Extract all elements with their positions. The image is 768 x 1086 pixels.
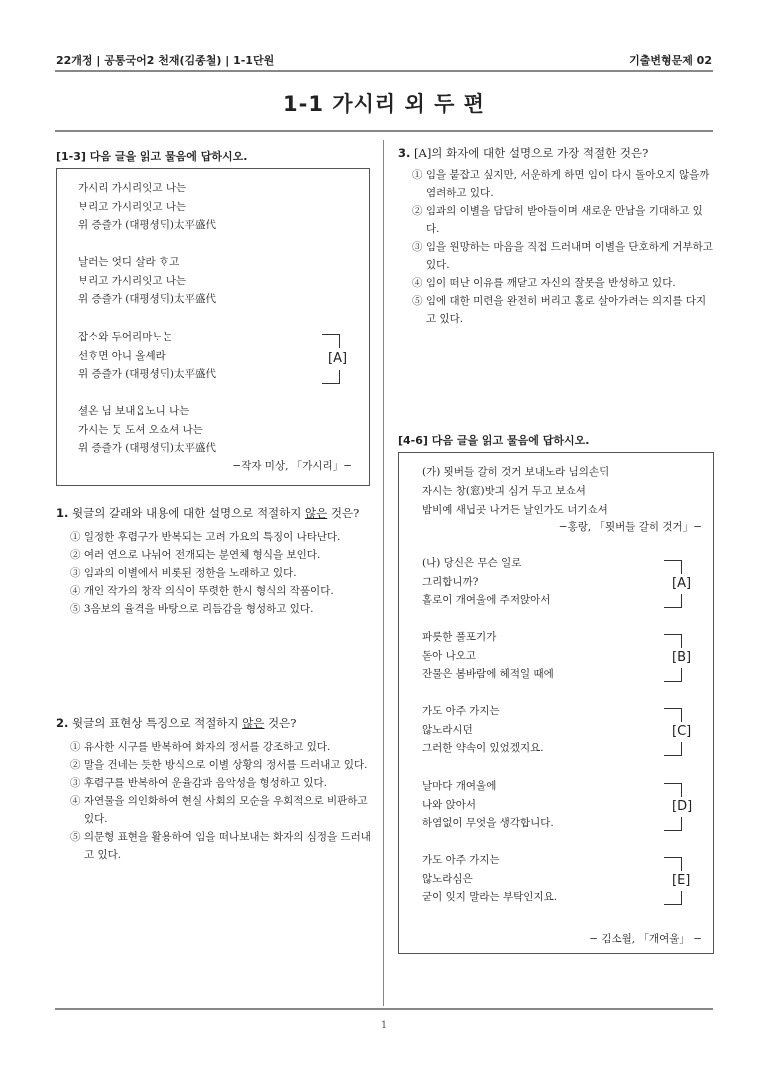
emphasis-word: 않은 bbox=[242, 716, 265, 730]
bracket-bottom bbox=[664, 742, 682, 756]
title-rule bbox=[55, 130, 713, 132]
poem-line: 밤비예 새닙곳 나거든 날인가도 너기쇼셔 bbox=[422, 504, 608, 516]
poem-box-1 bbox=[56, 168, 370, 486]
header-left: 22개정 | 공통국어2 천재(김종철) | 1-1단원 bbox=[56, 54, 275, 67]
poem-line: (나) 당신은 무슨 일로 bbox=[422, 557, 522, 569]
bracket-bottom bbox=[664, 594, 682, 608]
answer-option: ④ 자연물을 의인화하여 현실 사회의 모순을 우회적으로 비판하고 있다. bbox=[70, 795, 368, 825]
page-number: 1 bbox=[380, 1020, 388, 1031]
poem-line: 잡ᄉᆞ와 두어리마ᄂᆞᄂᆞᆫ bbox=[78, 331, 173, 343]
header-right: 기출변형문제 02 bbox=[629, 54, 712, 67]
answer-option: ⑤ 3음보의 율격을 바탕으로 리듬감을 형성하고 있다. bbox=[70, 603, 314, 615]
poem-line: 나와 앉아서 bbox=[422, 798, 477, 811]
bracket-bottom bbox=[664, 891, 682, 905]
question-2 bbox=[56, 714, 374, 864]
answer-option: ③ 임을 원망하는 마음을 직접 드러내며 이별을 단호하게 거부하고 있다. bbox=[412, 241, 713, 271]
question-1-options bbox=[56, 528, 374, 618]
answer-option: ② 여러 연으로 나뉘어 전개되는 분연체 형식을 보인다. bbox=[70, 549, 321, 561]
poem-line: 위 증즐가 (대평셩ᄃᆡ)太平盛代 bbox=[78, 442, 217, 454]
bracket-top bbox=[664, 634, 682, 648]
column-divider bbox=[383, 140, 384, 1006]
poem-line: 위 증즐가 (대평셩ᄃᆡ)太平盛代 bbox=[78, 368, 217, 380]
poem-line: 홀로이 개여울에 주저앉아서 bbox=[422, 594, 551, 606]
footer-rule bbox=[55, 1008, 713, 1010]
bracket-top bbox=[664, 857, 682, 871]
header-rule bbox=[55, 70, 713, 72]
bracket-top bbox=[664, 783, 682, 797]
question-3-options bbox=[398, 166, 716, 328]
poem-line: 않노라시던 bbox=[422, 723, 473, 736]
question-2-number: 2. bbox=[56, 716, 69, 730]
question-3-number: 3. bbox=[398, 146, 411, 160]
section-heading-2: [4-6] 다음 글을 읽고 물음에 답하시오. bbox=[398, 434, 590, 447]
poem-line: 셜온 님 보내ᄋᆞᆸ노니 나는 bbox=[78, 405, 190, 417]
question-1-number: 1. bbox=[56, 506, 69, 520]
bracket-top bbox=[664, 708, 682, 722]
poem-line: 가도 아주 가지는 bbox=[422, 854, 500, 866]
answer-option: ③ 임과의 이별에서 비롯된 정한을 노래하고 있다. bbox=[70, 567, 297, 579]
question-1-stem: 윗글의 갈래와 내용에 대한 설명으로 적절하지 않은 것은? bbox=[72, 506, 360, 520]
poem-line: 가시리 가시리잇고 나는 bbox=[78, 182, 187, 194]
question-2-options bbox=[56, 738, 374, 864]
poem-line: ᄇᆞ리고 가시리잇고 나는 bbox=[78, 274, 187, 287]
bracket-label: [D] bbox=[672, 799, 693, 814]
answer-option: ④ 임이 떠난 이유를 깨닫고 자신의 잘못을 반성하고 있다. bbox=[412, 277, 676, 289]
poem-line: 가도 아주 가지는 bbox=[422, 705, 500, 717]
poem-line: 자시는 창(窓)밧긔 심거 두고 보쇼셔 bbox=[422, 485, 586, 497]
poem-line: 위 증즐가 (대평셩ᄃᆡ)太平盛代 bbox=[78, 219, 217, 231]
poem-line: 굳이 잊지 말라는 부탁인지요. bbox=[422, 891, 558, 903]
bracket-bottom bbox=[664, 668, 682, 682]
page-title: 1-1 가시리 외 두 편 bbox=[283, 92, 485, 116]
answer-option: ⑤ 임에 대한 미련을 완전히 버리고 홀로 살아가려는 의지를 다지고 있다. bbox=[412, 295, 707, 325]
poem-line: 않노라심은 bbox=[422, 872, 473, 885]
poem-line: ᄇᆞ리고 가시리잇고 나는 bbox=[78, 200, 187, 213]
question-2-stem: 윗글의 표현상 특징으로 적절하지 않은 것은? bbox=[72, 716, 297, 730]
poem-2-ga-credit: −홍랑, 「묏버들 갈히 것거」− bbox=[558, 521, 702, 533]
answer-option: ① 임을 붙잡고 싶지만, 서운하게 하면 임이 다시 돌아오지 않을까 염려하고 있다. bbox=[412, 169, 710, 199]
emphasis-word: 않은 bbox=[305, 506, 328, 520]
answer-option: ⑤ 의문형 표현을 활용하여 임을 떠나보내는 화자의 심정을 드러내고 있다. bbox=[70, 831, 371, 861]
answer-option: ② 말을 건네는 듯한 방식으로 이별 상황의 정서를 드러내고 있다. bbox=[70, 759, 368, 771]
bracket-bottom bbox=[664, 817, 682, 831]
answer-option: ② 임과의 이별을 담담히 받아들이며 새로운 만남을 기대하고 있다. bbox=[412, 205, 703, 235]
bracket-top bbox=[664, 560, 682, 574]
bracket-label: [E] bbox=[672, 873, 691, 888]
bracket-a-bottom bbox=[322, 370, 340, 384]
answer-option: ④ 개인 작가의 창작 의식이 뚜렷한 한시 형식의 작품이다. bbox=[70, 585, 334, 597]
answer-option: ① 유사한 시구를 반복하여 화자의 정서를 강조하고 있다. bbox=[70, 741, 331, 753]
poem-line: 선ᄒᆞ면 아니 올셰라 bbox=[78, 349, 166, 362]
question-1 bbox=[56, 504, 374, 618]
poem-2-credit: − 김소월, 「개여울」 − bbox=[589, 933, 702, 945]
poem-line: 그러한 약속이 있었겠지요. bbox=[422, 742, 544, 754]
poem-line: 파릇한 풀포기가 bbox=[422, 631, 497, 643]
answer-option: ③ 후렴구를 반복하여 운율감과 음악성을 형성하고 있다. bbox=[70, 777, 328, 789]
poem-line: 하염없이 무엇을 생각합니다. bbox=[422, 817, 554, 829]
section-heading-1: [1-3] 다음 글을 읽고 물음에 답하시오. bbox=[56, 150, 248, 163]
poem-line: 가시는 ᄃᆞᆺ 도셔 오쇼셔 나는 bbox=[78, 423, 203, 436]
poem-line: 날마다 개여울에 bbox=[422, 780, 497, 792]
answer-option: ① 일정한 후렴구가 반복되는 고려 가요의 특징이 나타난다. bbox=[70, 531, 341, 543]
bracket-label: [C] bbox=[672, 724, 692, 739]
poem-1-credit: −작자 미상, 「가시리」− bbox=[232, 460, 352, 472]
poem-line: 잔물은 봄바람에 헤적일 때에 bbox=[422, 668, 554, 680]
question-3-stem: [A]의 화자에 대한 설명으로 가장 적절한 것은? bbox=[414, 146, 649, 160]
poem-line: 그리합니까? bbox=[422, 575, 479, 588]
poem-line: 돋아 나오고 bbox=[422, 649, 477, 662]
poem-line: (가) 묏버들 갈히 것거 보내노라 님의손ᄃᆡ bbox=[422, 466, 610, 478]
bracket-a-label: [A] bbox=[328, 351, 348, 366]
question-3 bbox=[398, 144, 716, 328]
bracket-label: [A] bbox=[672, 576, 692, 591]
bracket-a-top bbox=[322, 334, 340, 348]
poem-line: 날러는 엇디 살라 ᄒᆞ고 bbox=[78, 256, 180, 268]
bracket-label: [B] bbox=[672, 650, 692, 665]
poem-line: 위 증즐가 (대평셩ᄃᆡ)太平盛代 bbox=[78, 293, 217, 305]
